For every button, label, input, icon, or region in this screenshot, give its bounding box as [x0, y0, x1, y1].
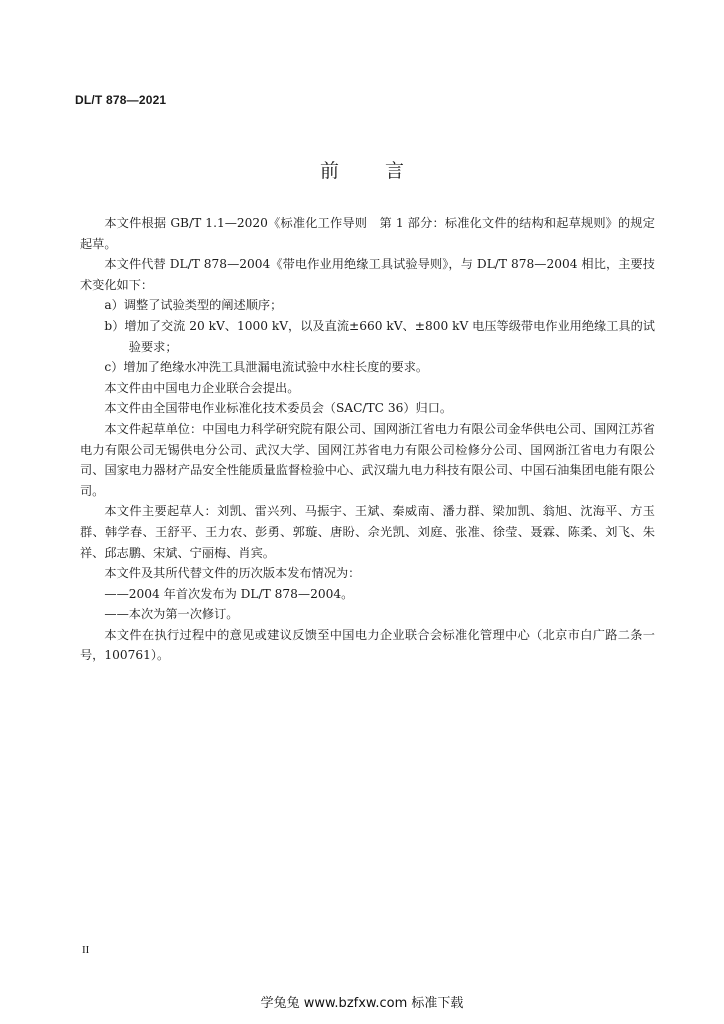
document-code: DL/T 878—2021 — [75, 93, 167, 107]
paragraph: 本文件由中国电力企业联合会提出。 — [104, 380, 300, 395]
foreword-body — [80, 213, 655, 666]
list-item: c）增加了绝缘水冲洗工具泄漏电流试验中水柱长度的要求。 — [104, 360, 429, 375]
dash-item: ——2004 年首次发布为 DL/T 878—2004。 — [104, 586, 354, 601]
paragraph: 本文件根据 GB/T 1.1—2020《标准化工作导则 第 1 部分：标准化文件的结构和起草规则》的规定起草。 — [80, 216, 655, 251]
dash-item: ——本次为第一次修订。 — [104, 607, 239, 622]
title-char-2: 言 — [385, 160, 405, 182]
paragraph: 本文件在执行过程中的意见或建议反馈至中国电力企业联合会标准化管理中心（北京市白广路二条一号，100761）。 — [80, 627, 655, 663]
page-title — [0, 156, 724, 183]
paragraph: 本文件代替 DL/T 878—2004《带电作业用绝缘工具试验导则》，与 DL/T 878—2004 相比，主要技术变化如下： — [80, 257, 655, 292]
paragraph: 本文件主要起草人：刘凯、雷兴列、马振宇、王斌、秦威南、潘力群、梁加凯、翁旭、沈海平、方玉群、韩学春、王舒平、王力农、彭勇、郭璇、唐盼、佘光凯、刘庭、张准、徐莹、聂霖、陈柔、刘飞、朱祥、邱志鹏、宋斌、宁丽梅、肖宾。 — [80, 504, 655, 560]
page-number: II — [82, 944, 90, 956]
list-item: a）调整了试验类型的阐述顺序； — [104, 298, 283, 313]
title-char-1: 前 — [319, 160, 339, 182]
paragraph: 本文件由全国带电作业标准化技术委员会（SAC/TC 36）归口。 — [104, 401, 453, 416]
watermark-text: 学兔兔 www.bzfxw.com 标准下载 — [260, 996, 464, 1011]
paragraph: 本文件起草单位：中国电力科学研究院有限公司、国网浙江省电力有限公司金华供电公司、国网江苏省电力有限公司无锡供电分公司、武汉大学、国网江苏省电力有限公司检修分公司、国网浙江省电力有限公司、国家电力器材产品安全性能质量监督检验中心、武汉瑞九电力科技有限公司、中国石油集团电能有限公司。 — [80, 421, 655, 498]
list-item: b）增加了交流 20 kV、1000 kV，以及直流±660 kV、±800 kV 电压等级带电作业用绝缘工具的试验要求； — [104, 318, 655, 354]
paragraph: 本文件及其所代替文件的历次版本发布情况为： — [104, 566, 361, 581]
